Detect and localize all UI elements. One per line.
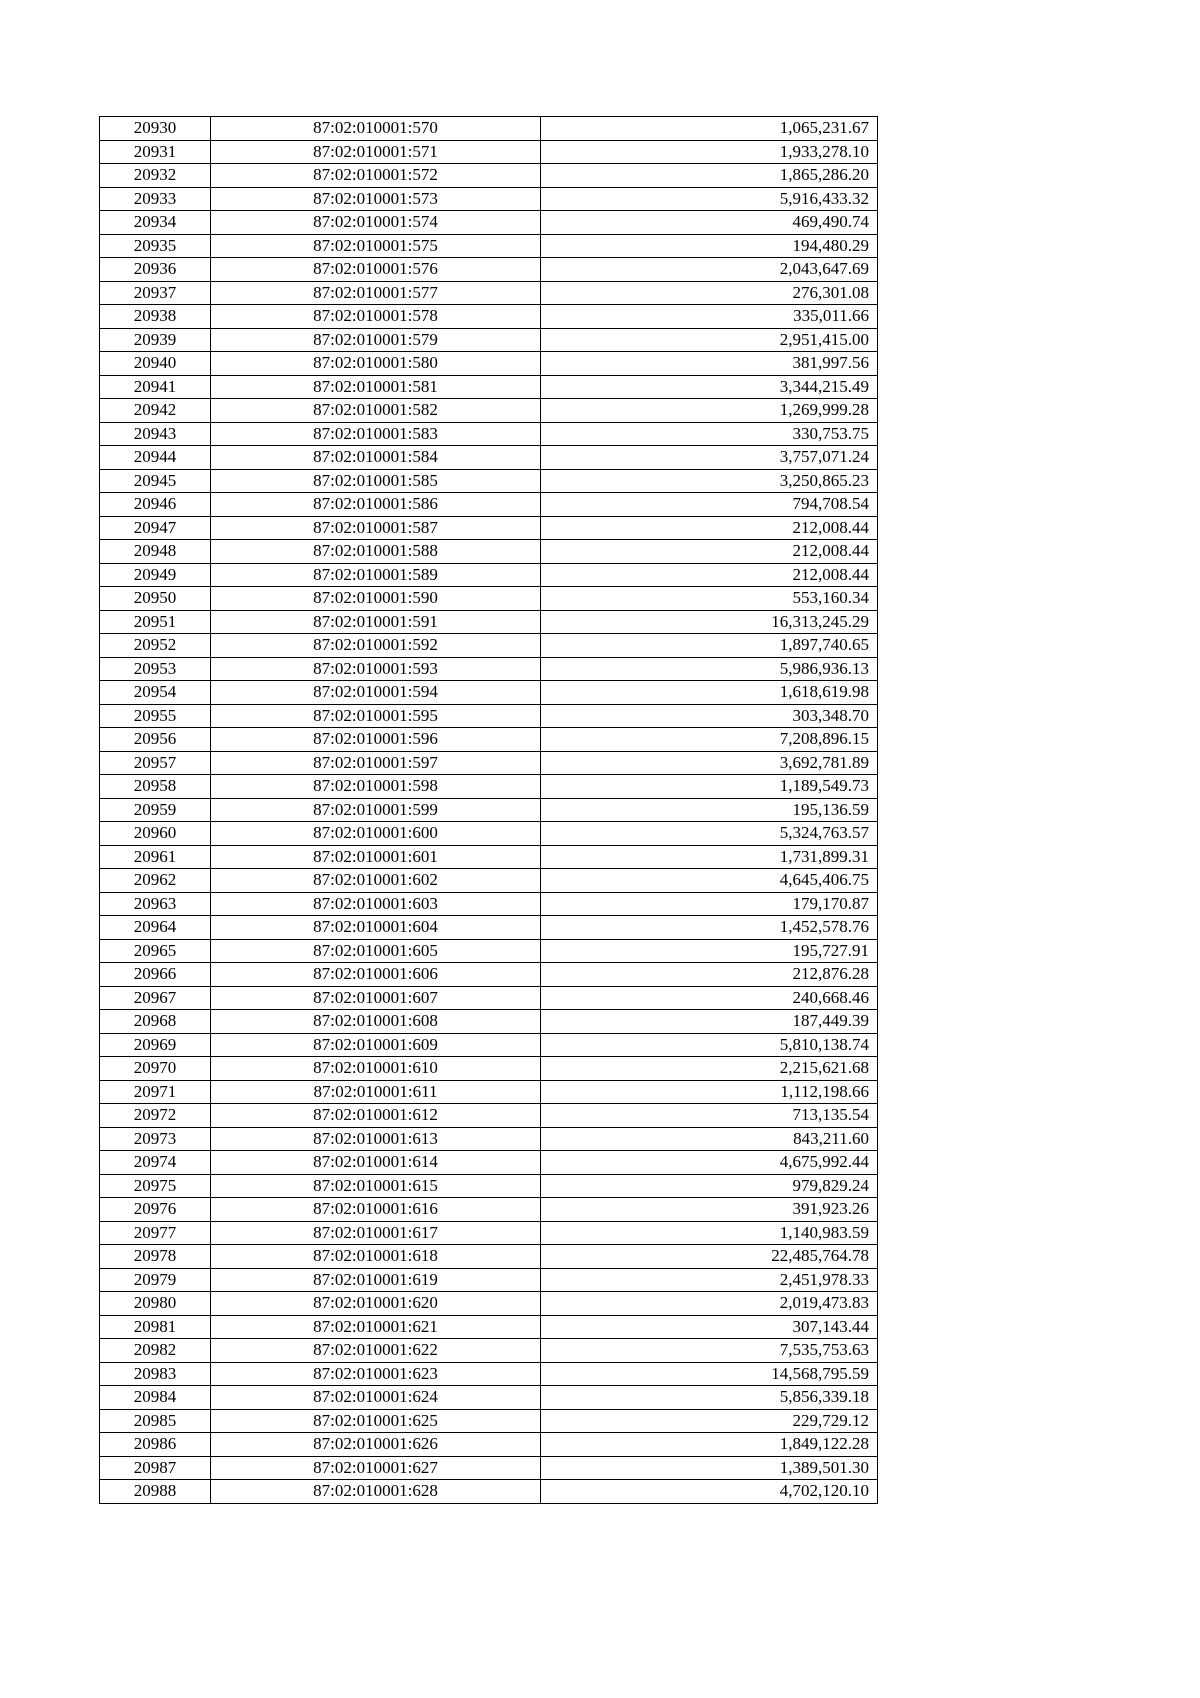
row-number-cell: 20933 xyxy=(100,187,211,211)
cadastral-value-cell: 16,313,245.29 xyxy=(541,610,878,634)
table-row xyxy=(100,728,878,752)
row-number-cell: 20985 xyxy=(100,1409,211,1433)
row-number-cell: 20956 xyxy=(100,728,211,752)
cadastral-value-cell: 4,702,120.10 xyxy=(541,1480,878,1504)
table-row xyxy=(100,258,878,282)
cadastral-number-cell: 87:02:010001:626 xyxy=(211,1433,541,1457)
table-row xyxy=(100,916,878,940)
row-number-cell: 20959 xyxy=(100,798,211,822)
row-number-cell: 20983 xyxy=(100,1362,211,1386)
table-row xyxy=(100,751,878,775)
table-row xyxy=(100,939,878,963)
cadastral-number-cell: 87:02:010001:610 xyxy=(211,1057,541,1081)
row-number-cell: 20948 xyxy=(100,540,211,564)
cadastral-number-cell: 87:02:010001:612 xyxy=(211,1104,541,1128)
cadastral-value-cell: 307,143.44 xyxy=(541,1315,878,1339)
table-row xyxy=(100,822,878,846)
cadastral-number-cell: 87:02:010001:607 xyxy=(211,986,541,1010)
table-row xyxy=(100,446,878,470)
row-number-cell: 20962 xyxy=(100,869,211,893)
row-number-cell: 20976 xyxy=(100,1198,211,1222)
table-row xyxy=(100,1198,878,1222)
table-row xyxy=(100,1268,878,1292)
cadastral-value-cell: 1,731,899.31 xyxy=(541,845,878,869)
cadastral-number-cell: 87:02:010001:579 xyxy=(211,328,541,352)
table-row xyxy=(100,963,878,987)
cadastral-value-cell: 469,490.74 xyxy=(541,211,878,235)
row-number-cell: 20977 xyxy=(100,1221,211,1245)
table-row xyxy=(100,1104,878,1128)
row-number-cell: 20957 xyxy=(100,751,211,775)
cadastral-value-cell: 3,757,071.24 xyxy=(541,446,878,470)
cadastral-value-cell: 1,140,983.59 xyxy=(541,1221,878,1245)
cadastral-value-cell: 212,876.28 xyxy=(541,963,878,987)
cadastral-number-cell: 87:02:010001:578 xyxy=(211,305,541,329)
row-number-cell: 20937 xyxy=(100,281,211,305)
cadastral-number-cell: 87:02:010001:624 xyxy=(211,1386,541,1410)
cadastral-value-cell: 381,997.56 xyxy=(541,352,878,376)
cadastral-number-cell: 87:02:010001:598 xyxy=(211,775,541,799)
cadastral-value-cell: 3,344,215.49 xyxy=(541,375,878,399)
table-row xyxy=(100,1174,878,1198)
table-row xyxy=(100,1386,878,1410)
row-number-cell: 20975 xyxy=(100,1174,211,1198)
cadastral-number-cell: 87:02:010001:590 xyxy=(211,587,541,611)
cadastral-value-cell: 553,160.34 xyxy=(541,587,878,611)
row-number-cell: 20973 xyxy=(100,1127,211,1151)
cadastral-value-cell: 212,008.44 xyxy=(541,540,878,564)
cadastral-number-cell: 87:02:010001:584 xyxy=(211,446,541,470)
table-row xyxy=(100,164,878,188)
table-row xyxy=(100,1245,878,1269)
cadastral-value-cell: 22,485,764.78 xyxy=(541,1245,878,1269)
cadastral-number-cell: 87:02:010001:619 xyxy=(211,1268,541,1292)
row-number-cell: 20968 xyxy=(100,1010,211,1034)
cadastral-number-cell: 87:02:010001:589 xyxy=(211,563,541,587)
row-number-cell: 20930 xyxy=(100,117,211,141)
row-number-cell: 20954 xyxy=(100,681,211,705)
cadastral-value-cell: 7,208,896.15 xyxy=(541,728,878,752)
table-row xyxy=(100,140,878,164)
table-row xyxy=(100,352,878,376)
cadastral-number-cell: 87:02:010001:596 xyxy=(211,728,541,752)
row-number-cell: 20958 xyxy=(100,775,211,799)
cadastral-number-cell: 87:02:010001:603 xyxy=(211,892,541,916)
table-row xyxy=(100,845,878,869)
cadastral-number-cell: 87:02:010001:585 xyxy=(211,469,541,493)
table-row xyxy=(100,1010,878,1034)
table-row xyxy=(100,657,878,681)
table-row xyxy=(100,610,878,634)
table-row xyxy=(100,1409,878,1433)
row-number-cell: 20932 xyxy=(100,164,211,188)
cadastral-value-cell: 276,301.08 xyxy=(541,281,878,305)
row-number-cell: 20940 xyxy=(100,352,211,376)
cadastral-number-cell: 87:02:010001:595 xyxy=(211,704,541,728)
cadastral-value-cell: 391,923.26 xyxy=(541,1198,878,1222)
cadastral-value-cell: 1,112,198.66 xyxy=(541,1080,878,1104)
cadastral-number-cell: 87:02:010001:573 xyxy=(211,187,541,211)
table-row xyxy=(100,1315,878,1339)
cadastral-value-cell: 1,849,122.28 xyxy=(541,1433,878,1457)
row-number-cell: 20987 xyxy=(100,1456,211,1480)
cadastral-value-cell: 195,727.91 xyxy=(541,939,878,963)
cadastral-value-cell: 5,856,339.18 xyxy=(541,1386,878,1410)
row-number-cell: 20945 xyxy=(100,469,211,493)
row-number-cell: 20955 xyxy=(100,704,211,728)
row-number-cell: 20972 xyxy=(100,1104,211,1128)
cadastral-value-cell: 843,211.60 xyxy=(541,1127,878,1151)
cadastral-number-cell: 87:02:010001:582 xyxy=(211,399,541,423)
table-row xyxy=(100,775,878,799)
row-number-cell: 20988 xyxy=(100,1480,211,1504)
row-number-cell: 20966 xyxy=(100,963,211,987)
cadastral-value-cell: 2,215,621.68 xyxy=(541,1057,878,1081)
cadastral-value-cell: 2,043,647.69 xyxy=(541,258,878,282)
cadastral-number-cell: 87:02:010001:575 xyxy=(211,234,541,258)
row-number-cell: 20943 xyxy=(100,422,211,446)
row-number-cell: 20984 xyxy=(100,1386,211,1410)
cadastral-number-cell: 87:02:010001:593 xyxy=(211,657,541,681)
cadastral-number-cell: 87:02:010001:614 xyxy=(211,1151,541,1175)
row-number-cell: 20978 xyxy=(100,1245,211,1269)
cadastral-number-cell: 87:02:010001:611 xyxy=(211,1080,541,1104)
cadastral-number-cell: 87:02:010001:618 xyxy=(211,1245,541,1269)
row-number-cell: 20986 xyxy=(100,1433,211,1457)
row-number-cell: 20981 xyxy=(100,1315,211,1339)
cadastral-value-cell: 1,933,278.10 xyxy=(541,140,878,164)
row-number-cell: 20942 xyxy=(100,399,211,423)
table-row xyxy=(100,1221,878,1245)
table-row xyxy=(100,375,878,399)
cadastral-number-cell: 87:02:010001:621 xyxy=(211,1315,541,1339)
cadastral-number-cell: 87:02:010001:583 xyxy=(211,422,541,446)
table-row xyxy=(100,328,878,352)
cadastral-value-cell: 1,452,578.76 xyxy=(541,916,878,940)
row-number-cell: 20964 xyxy=(100,916,211,940)
row-number-cell: 20974 xyxy=(100,1151,211,1175)
cadastral-number-cell: 87:02:010001:587 xyxy=(211,516,541,540)
table-row xyxy=(100,869,878,893)
cadastral-value-cell: 229,729.12 xyxy=(541,1409,878,1433)
table-row xyxy=(100,1127,878,1151)
cadastral-value-cell: 212,008.44 xyxy=(541,516,878,540)
cadastral-number-cell: 87:02:010001:571 xyxy=(211,140,541,164)
row-number-cell: 20936 xyxy=(100,258,211,282)
cadastral-value-cell: 794,708.54 xyxy=(541,493,878,517)
cadastral-number-cell: 87:02:010001:617 xyxy=(211,1221,541,1245)
table-row xyxy=(100,1057,878,1081)
table-row xyxy=(100,587,878,611)
table-row xyxy=(100,399,878,423)
cadastral-value-cell: 240,668.46 xyxy=(541,986,878,1010)
table-row xyxy=(100,422,878,446)
row-number-cell: 20969 xyxy=(100,1033,211,1057)
cadastral-value-cell: 3,250,865.23 xyxy=(541,469,878,493)
table-row xyxy=(100,469,878,493)
table-row xyxy=(100,1151,878,1175)
cadastral-value-cell: 1,865,286.20 xyxy=(541,164,878,188)
table-row xyxy=(100,281,878,305)
table-row xyxy=(100,634,878,658)
cadastral-number-cell: 87:02:010001:628 xyxy=(211,1480,541,1504)
cadastral-value-cell: 1,189,549.73 xyxy=(541,775,878,799)
cadastral-value-cell: 187,449.39 xyxy=(541,1010,878,1034)
cadastral-number-cell: 87:02:010001:574 xyxy=(211,211,541,235)
cadastral-number-cell: 87:02:010001:594 xyxy=(211,681,541,705)
cadastral-value-cell: 195,136.59 xyxy=(541,798,878,822)
table-row xyxy=(100,1292,878,1316)
cadastral-number-cell: 87:02:010001:627 xyxy=(211,1456,541,1480)
table-row xyxy=(100,563,878,587)
cadastral-number-cell: 87:02:010001:586 xyxy=(211,493,541,517)
row-number-cell: 20951 xyxy=(100,610,211,634)
cadastral-value-table xyxy=(99,116,878,1504)
table-row xyxy=(100,305,878,329)
cadastral-value-cell: 5,986,936.13 xyxy=(541,657,878,681)
cadastral-number-cell: 87:02:010001:616 xyxy=(211,1198,541,1222)
table-row xyxy=(100,704,878,728)
cadastral-number-cell: 87:02:010001:608 xyxy=(211,1010,541,1034)
row-number-cell: 20939 xyxy=(100,328,211,352)
cadastral-number-cell: 87:02:010001:604 xyxy=(211,916,541,940)
table-row xyxy=(100,1080,878,1104)
table-row xyxy=(100,1339,878,1363)
row-number-cell: 20949 xyxy=(100,563,211,587)
row-number-cell: 20963 xyxy=(100,892,211,916)
cadastral-number-cell: 87:02:010001:620 xyxy=(211,1292,541,1316)
table-row xyxy=(100,1456,878,1480)
row-number-cell: 20979 xyxy=(100,1268,211,1292)
cadastral-value-cell: 5,324,763.57 xyxy=(541,822,878,846)
cadastral-value-cell: 194,480.29 xyxy=(541,234,878,258)
cadastral-value-cell: 979,829.24 xyxy=(541,1174,878,1198)
cadastral-value-cell: 4,675,992.44 xyxy=(541,1151,878,1175)
row-number-cell: 20970 xyxy=(100,1057,211,1081)
cadastral-value-cell: 2,019,473.83 xyxy=(541,1292,878,1316)
table-row xyxy=(100,1033,878,1057)
row-number-cell: 20960 xyxy=(100,822,211,846)
cadastral-number-cell: 87:02:010001:613 xyxy=(211,1127,541,1151)
row-number-cell: 20953 xyxy=(100,657,211,681)
cadastral-number-cell: 87:02:010001:580 xyxy=(211,352,541,376)
cadastral-number-cell: 87:02:010001:623 xyxy=(211,1362,541,1386)
table-row xyxy=(100,516,878,540)
row-number-cell: 20982 xyxy=(100,1339,211,1363)
cadastral-number-cell: 87:02:010001:601 xyxy=(211,845,541,869)
row-number-cell: 20980 xyxy=(100,1292,211,1316)
cadastral-number-cell: 87:02:010001:600 xyxy=(211,822,541,846)
cadastral-number-cell: 87:02:010001:572 xyxy=(211,164,541,188)
cadastral-value-cell: 4,645,406.75 xyxy=(541,869,878,893)
row-number-cell: 20971 xyxy=(100,1080,211,1104)
cadastral-number-cell: 87:02:010001:606 xyxy=(211,963,541,987)
cadastral-value-cell: 7,535,753.63 xyxy=(541,1339,878,1363)
table-row xyxy=(100,117,878,141)
cadastral-value-cell: 1,269,999.28 xyxy=(541,399,878,423)
cadastral-value-cell: 1,897,740.65 xyxy=(541,634,878,658)
cadastral-value-cell: 2,951,415.00 xyxy=(541,328,878,352)
cadastral-number-cell: 87:02:010001:577 xyxy=(211,281,541,305)
cadastral-value-cell: 1,389,501.30 xyxy=(541,1456,878,1480)
row-number-cell: 20935 xyxy=(100,234,211,258)
cadastral-number-cell: 87:02:010001:625 xyxy=(211,1409,541,1433)
table-row xyxy=(100,1433,878,1457)
cadastral-number-cell: 87:02:010001:605 xyxy=(211,939,541,963)
cadastral-value-cell: 330,753.75 xyxy=(541,422,878,446)
cadastral-value-cell: 5,916,433.32 xyxy=(541,187,878,211)
table-row xyxy=(100,234,878,258)
cadastral-value-cell: 179,170.87 xyxy=(541,892,878,916)
row-number-cell: 20938 xyxy=(100,305,211,329)
row-number-cell: 20950 xyxy=(100,587,211,611)
row-number-cell: 20947 xyxy=(100,516,211,540)
row-number-cell: 20944 xyxy=(100,446,211,470)
cadastral-value-cell: 3,692,781.89 xyxy=(541,751,878,775)
table-row xyxy=(100,1480,878,1504)
cadastral-value-cell: 335,011.66 xyxy=(541,305,878,329)
row-number-cell: 20934 xyxy=(100,211,211,235)
row-number-cell: 20946 xyxy=(100,493,211,517)
cadastral-number-cell: 87:02:010001:581 xyxy=(211,375,541,399)
cadastral-value-cell: 1,065,231.67 xyxy=(541,117,878,141)
cadastral-value-cell: 5,810,138.74 xyxy=(541,1033,878,1057)
table-row xyxy=(100,540,878,564)
table-row xyxy=(100,986,878,1010)
cadastral-number-cell: 87:02:010001:597 xyxy=(211,751,541,775)
row-number-cell: 20961 xyxy=(100,845,211,869)
cadastral-number-cell: 87:02:010001:615 xyxy=(211,1174,541,1198)
table-row xyxy=(100,493,878,517)
table-row xyxy=(100,187,878,211)
cadastral-value-cell: 212,008.44 xyxy=(541,563,878,587)
cadastral-number-cell: 87:02:010001:602 xyxy=(211,869,541,893)
table-row xyxy=(100,1362,878,1386)
cadastral-number-cell: 87:02:010001:599 xyxy=(211,798,541,822)
cadastral-number-cell: 87:02:010001:592 xyxy=(211,634,541,658)
cadastral-value-cell: 1,618,619.98 xyxy=(541,681,878,705)
table-row xyxy=(100,798,878,822)
cadastral-number-cell: 87:02:010001:609 xyxy=(211,1033,541,1057)
row-number-cell: 20965 xyxy=(100,939,211,963)
cadastral-number-cell: 87:02:010001:591 xyxy=(211,610,541,634)
cadastral-value-cell: 2,451,978.33 xyxy=(541,1268,878,1292)
table-row xyxy=(100,681,878,705)
cadastral-number-cell: 87:02:010001:570 xyxy=(211,117,541,141)
cadastral-value-cell: 303,348.70 xyxy=(541,704,878,728)
cadastral-number-cell: 87:02:010001:576 xyxy=(211,258,541,282)
table-row xyxy=(100,211,878,235)
row-number-cell: 20931 xyxy=(100,140,211,164)
cadastral-number-cell: 87:02:010001:622 xyxy=(211,1339,541,1363)
row-number-cell: 20941 xyxy=(100,375,211,399)
table-row xyxy=(100,892,878,916)
cadastral-value-cell: 14,568,795.59 xyxy=(541,1362,878,1386)
row-number-cell: 20952 xyxy=(100,634,211,658)
table-body xyxy=(100,117,878,1504)
cadastral-value-cell: 713,135.54 xyxy=(541,1104,878,1128)
row-number-cell: 20967 xyxy=(100,986,211,1010)
cadastral-number-cell: 87:02:010001:588 xyxy=(211,540,541,564)
